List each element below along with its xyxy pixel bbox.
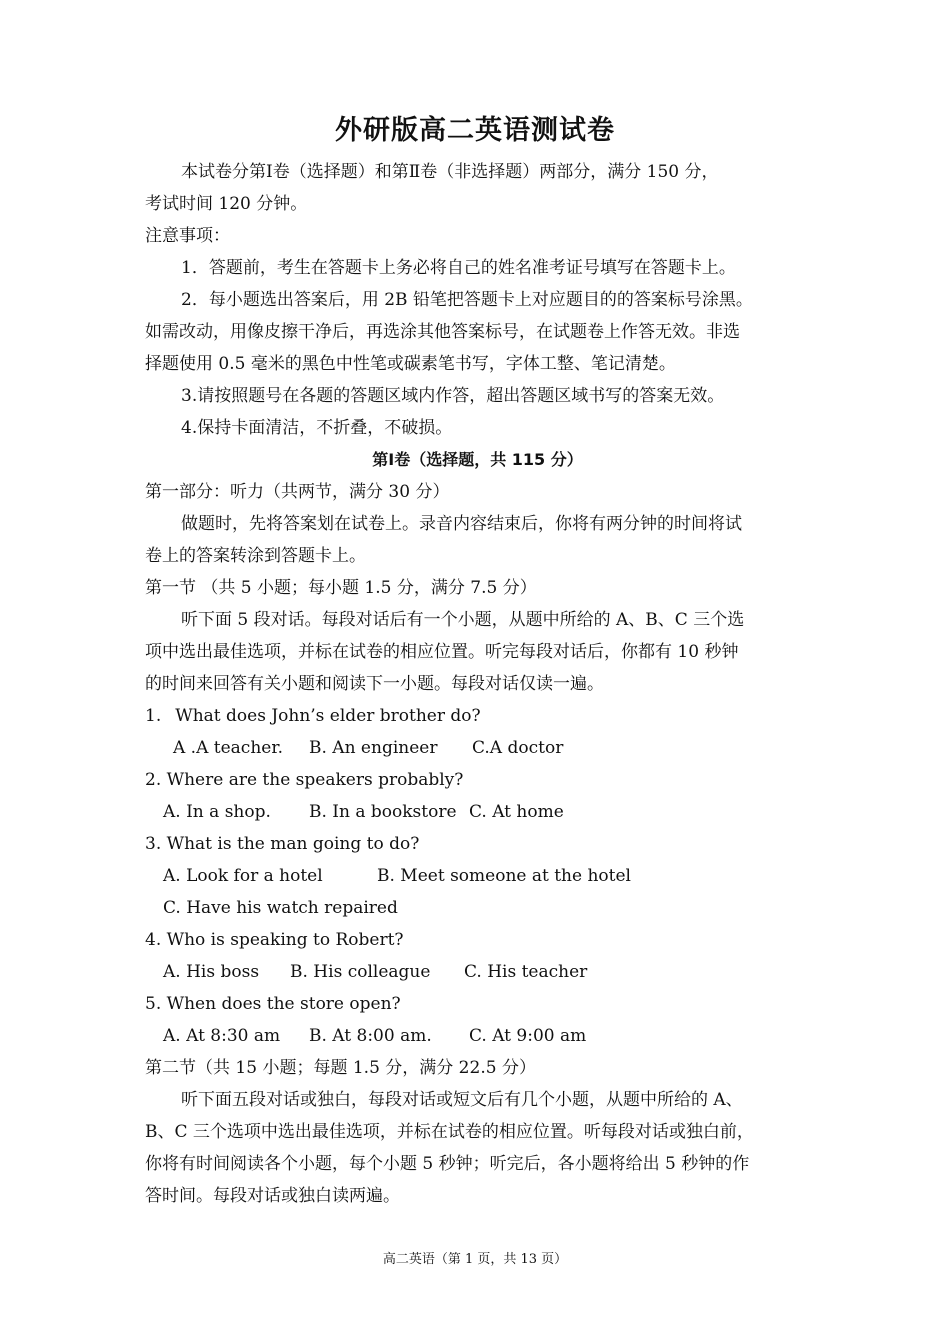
question-text: What does John’s elder brother do? [175,706,481,726]
question-2-options [145,796,810,828]
section-desc: 项中选出最佳选项，并标在试卷的相应位置。听完每段对话后，你都有 10 秒钟 [145,642,739,662]
note-item: 2．每小题选出答案后，用 2B 铅笔把答题卡上对应题目的的答案标号涂黑。 [181,290,753,310]
question-4: 4. Who is speaking to Robert? [145,930,404,950]
question-number: 1. [145,706,162,726]
option-b: B. His colleague [290,962,431,982]
intro-line: 考试时间 120 分钟。 [145,194,308,214]
question-5-options [145,1020,810,1052]
note-item-cont: 如需改动，用像皮擦干净后，再选涂其他答案标号，在试题卷上作答无效。非选 [145,322,740,342]
section-desc: 你将有时间阅读各个小题，每个小题 5 秒钟；听完后，各小题将给出 5 秒钟的作 [145,1154,750,1174]
option-c: C. At 9:00 am [469,1026,587,1046]
intro-line: 本试卷分第Ⅰ卷（选择题）和第Ⅱ卷（非选择题）两部分，满分 150 分， [181,162,719,182]
section-desc: 听下面五段对话或独白，每段对话或短文后有几个小题，从题中所给的 A、 [181,1090,743,1110]
option-b: B. At 8:00 am. [309,1026,432,1046]
page-footer: 高二英语（第 1 页，共 13 页） [382,1252,568,1267]
question-3-options [145,860,810,892]
part-desc: 卷上的答案转涂到答题卡上。 [145,546,366,566]
option-a: A. His boss [163,962,260,982]
question-3: 3. What is the man going to do? [145,834,420,854]
question-4-options [145,956,810,988]
section-desc: 听下面 5 段对话。每段对话后有一个小题，从题中所给的 A、B、C 三个选 [181,610,745,630]
question-2: 2. Where are the speakers probably? [145,770,464,790]
option-a: A. Look for a hotel [163,866,323,886]
question-3-option-c: C. Have his watch repaired [163,898,398,918]
volume-heading: 第Ⅰ卷（选择题，共 115 分） [372,450,583,469]
note-item-cont: 择题使用 0.5 毫米的黑色中性笔或碳素笔书写，字体工整、笔记清楚。 [145,354,676,374]
section-heading: 第一节 （共 5 小题；每小题 1.5 分，满分 7.5 分） [145,578,537,598]
option-a: A. In a shop. [163,802,271,822]
note-item: 3.请按照题号在各题的答题区域内作答，超出答题区域书写的答案无效。 [181,386,725,406]
section-heading: 第二节（共 15 小题；每题 1.5 分，满分 22.5 分） [145,1058,536,1078]
part-heading: 第一部分：听力（共两节，满分 30 分） [145,482,450,502]
option-c: C.A doctor [472,738,564,758]
question-1 [145,700,810,732]
section-desc: B、C 三个选项中选出最佳选项，并标在试卷的相应位置。听每段对话或独白前， [145,1122,754,1142]
question-1-options [145,732,810,764]
option-c: C. At home [469,802,564,822]
note-item: 4.保持卡面清洁，不折叠，不破损。 [181,418,453,438]
option-a: A. At 8:30 am [163,1026,281,1046]
section-desc: 的时间来回答有关小题和阅读下一小题。每段对话仅读一遍。 [145,674,604,694]
notes-heading: 注意事项： [145,226,230,246]
section-desc: 答时间。每段对话或独白读两遍。 [145,1186,400,1206]
option-b: B. An engineer [309,738,438,758]
exam-content [145,156,810,1212]
option-a: A .A teacher. [173,738,283,758]
note-item: 1．答题前，考生在答题卡上务必将自己的姓名准考证号填写在答题卡上。 [181,258,736,278]
part-desc: 做题时，先将答案划在试卷上。录音内容结束后，你将有两分钟的时间将试 [181,514,742,534]
option-b: B. Meet someone at the hotel [377,866,631,886]
option-c: C. His teacher [464,962,588,982]
page-title: 外研版高二英语测试卷 [335,115,615,146]
question-5: 5. When does the store open? [145,994,401,1014]
option-b: B. In a bookstore [309,802,457,822]
